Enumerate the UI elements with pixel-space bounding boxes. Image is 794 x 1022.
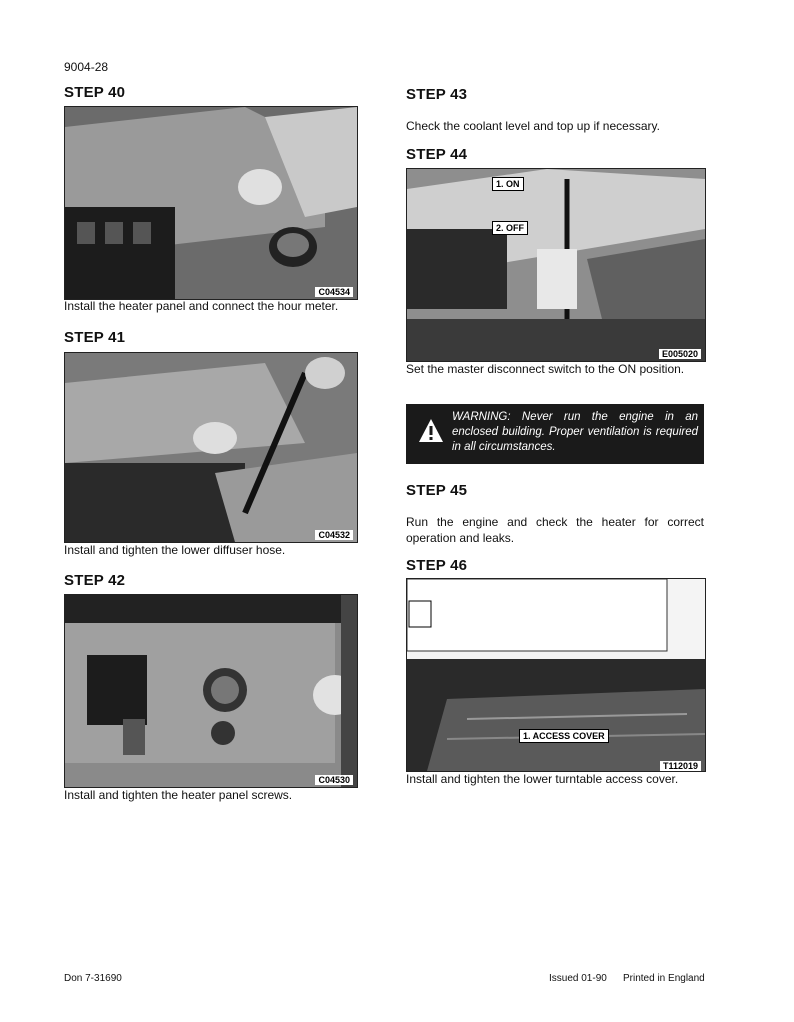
step-40-caption: Install the heater panel and connect the hour meter. <box>64 299 339 313</box>
callout-off: 2. OFF <box>492 221 528 235</box>
footer-doc-code: Don 7-31690 <box>64 973 122 984</box>
footer-issued: Issued 01-90 <box>549 973 607 984</box>
step-43-text: Check the coolant level and top up if necessary. <box>406 119 660 133</box>
footer-printed: Printed in England <box>623 973 705 984</box>
callout-on: 1. ON <box>492 177 524 191</box>
step-44-title: STEP 44 <box>406 146 468 163</box>
callout-access-cover: 1. ACCESS COVER <box>519 729 609 743</box>
step-41-photo-code: C04532 <box>315 530 353 540</box>
step-40-title: STEP 40 <box>64 84 126 101</box>
step-46-title: STEP 46 <box>406 557 468 574</box>
step-41-caption: Install and tighten the lower diffuser hose. <box>64 543 286 557</box>
step-43-title: STEP 43 <box>406 86 468 103</box>
document-number: 9004-28 <box>64 60 109 74</box>
step-40-photo <box>64 106 358 300</box>
step-44-photo-code: E005020 <box>659 349 701 359</box>
step-46-photo <box>406 578 706 772</box>
step-42-photo-code: C04530 <box>315 775 353 785</box>
step-42-title: STEP 42 <box>64 572 126 589</box>
step-45-title: STEP 45 <box>406 482 468 499</box>
step-46-photo-code: T112019 <box>660 761 701 771</box>
step-44-caption: Set the master disconnect switch to the ON position. <box>406 362 685 376</box>
step-46-caption: Install and tighten the lower turntable access cover. <box>406 772 679 786</box>
step-44-photo <box>406 168 706 362</box>
step-45-text: Run the engine and check the heater for correct operation and leaks. <box>406 515 704 545</box>
step-42-photo <box>64 594 358 788</box>
warning-text: WARNING: Never run the engine in an enclosed building. Proper ventilation is required in all circumstances. <box>452 411 698 453</box>
warning-triangle-icon <box>418 418 444 444</box>
warning-box <box>406 404 704 464</box>
step-41-title: STEP 41 <box>64 329 126 346</box>
step-41-photo <box>64 352 358 543</box>
step-42-caption: Install and tighten the heater panel screws. <box>64 788 293 802</box>
step-40-photo-code: C04534 <box>315 287 353 297</box>
